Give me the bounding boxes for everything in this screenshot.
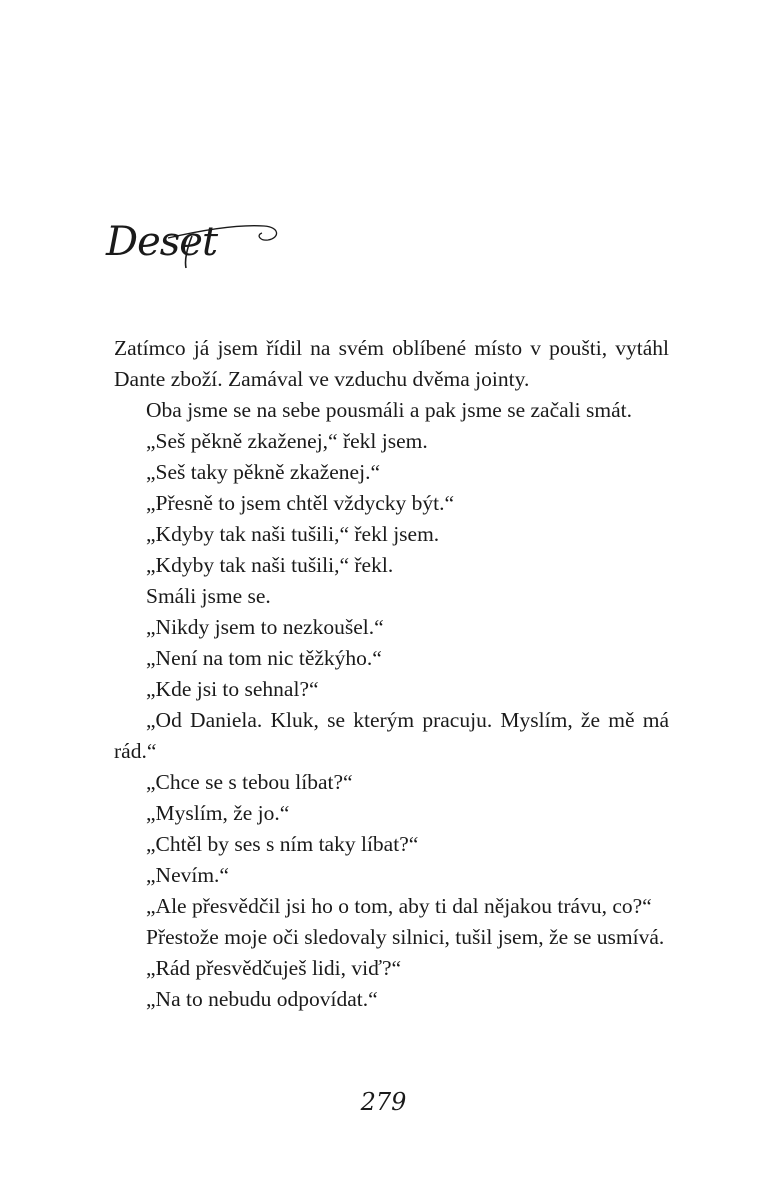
chapter-heading [104, 218, 284, 278]
paragraph: „Kdyby tak naši tušili,“ řekl. [146, 553, 394, 577]
paragraph: „Na to nebudu odpovídat.“ [146, 987, 378, 1011]
paragraph: „Chtěl by ses s ním taky líbat?“ [146, 832, 419, 856]
flourish-ornament [164, 218, 284, 278]
paragraph: Smáli jsme se. [146, 584, 271, 608]
paragraph: Přestože moje oči sledovaly silnici, tušil jsem, že se usmívá. [146, 925, 665, 949]
body-text [114, 333, 669, 1015]
paragraph: Oba jsme se na sebe pousmáli a pak jsme se začali smát. [146, 398, 632, 422]
paragraph: „Chce se s tebou líbat?“ [146, 770, 353, 794]
page-number: 279 [360, 1088, 407, 1116]
paragraph: „Myslím, že jo.“ [146, 801, 290, 825]
paragraph: „Od Daniela. Kluk, se kterým pracuju. Myslím, že mě má rád.“ [114, 708, 669, 763]
paragraph: „Přesně to jsem chtěl vždycky být.“ [146, 491, 455, 515]
paragraph: Zatímco já jsem řídil na svém oblíbené místo v poušti, vytáhl Dante zboží. Zamával ve vzduchu dvěma jointy. [114, 336, 669, 391]
paragraph: „Kdyby tak naši tušili,“ řekl jsem. [146, 522, 440, 546]
paragraph: „Ale přesvědčil jsi ho o tom, aby ti dal nějakou trávu, co?“ [146, 894, 652, 918]
paragraph: „Rád přesvědčuješ lidi, viď?“ [146, 956, 402, 980]
paragraph: „Není na tom nic těžkýho.“ [146, 646, 382, 670]
paragraph: „Nevím.“ [146, 863, 229, 887]
chapter-title: Deset [106, 219, 218, 265]
paragraph: „Seš pěkně zkaženej,“ řekl jsem. [146, 429, 428, 453]
paragraph: „Seš taky pěkně zkaženej.“ [146, 460, 380, 484]
paragraph: „Kde jsi to sehnal?“ [146, 677, 319, 701]
paragraph: „Nikdy jsem to nezkoušel.“ [146, 615, 384, 639]
